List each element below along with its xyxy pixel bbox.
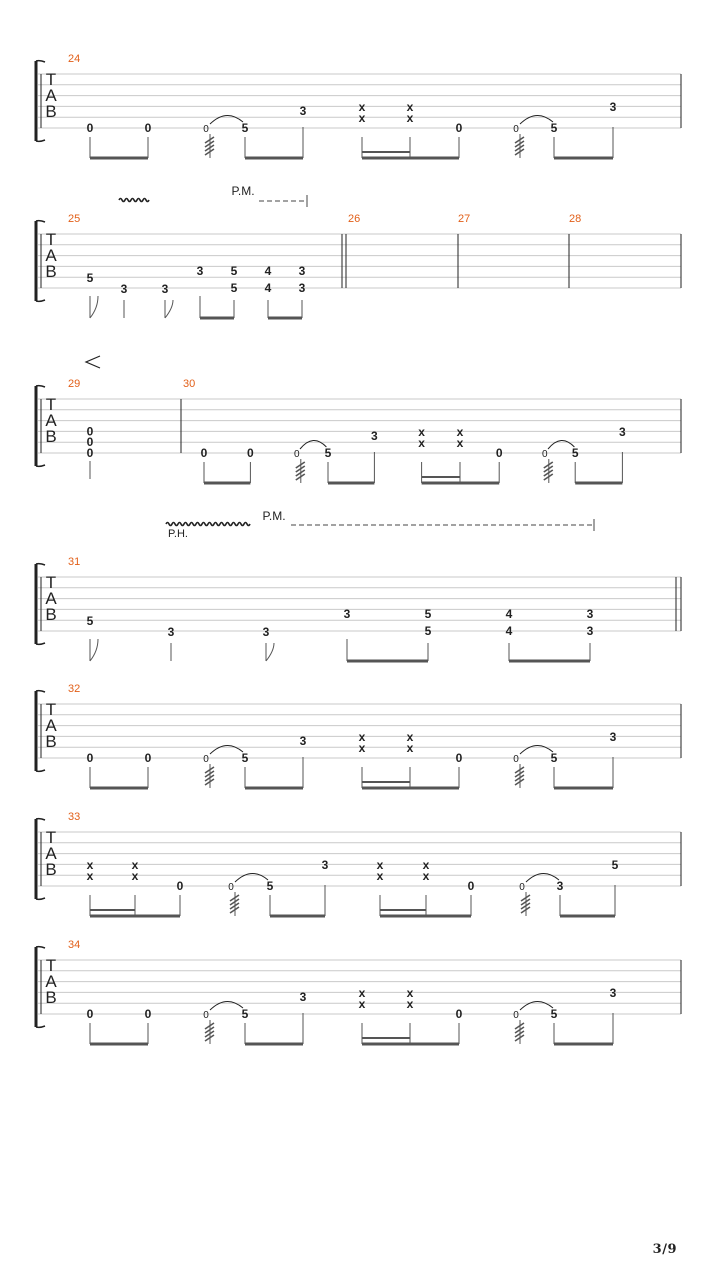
fret-number: 3 [298,264,306,279]
fret-number: 0 [144,121,152,135]
tab-clef-letter: T [45,573,57,592]
fret-number: x [358,111,366,126]
fret-number: x [456,425,464,440]
fret-number: x [358,100,366,115]
fret-number: x [131,858,139,873]
grace-note: 0 [203,754,209,765]
fret-number: x [406,730,414,745]
fret-number: 3 [298,281,306,295]
note-beam [560,915,615,918]
fret-number: 4 [505,624,513,638]
grace-note: 0 [513,754,519,765]
note-beam [90,787,148,790]
fret-number: x [358,730,366,745]
measure-number: 32 [68,683,81,695]
measure-number: 27 [458,213,471,225]
measure-number: 33 [68,811,81,823]
fret-number: x [86,858,94,873]
grace-note: 0 [203,124,209,135]
measure-number: 34 [68,939,81,951]
note-beam [245,157,303,160]
fret-number: 0 [86,446,94,460]
fret-number: 3 [167,625,175,639]
note-beam [90,915,180,918]
tab-clef-letter: T [45,700,57,719]
measure-number: 24 [68,53,81,65]
tab-clef-letter: T [45,230,57,249]
fret-number: x [86,869,94,884]
fret-number: 3 [161,282,169,296]
fret-number: 0 [467,879,475,893]
tab-clef-letter: B [45,860,57,879]
fret-number: x [422,858,430,873]
fret-number: 3 [609,730,617,745]
tab-clef-letter: A [45,86,57,105]
fret-number: x [406,741,414,756]
fret-number: 5 [571,446,579,460]
fret-number: x [358,997,366,1012]
fret-number: x [406,997,414,1012]
fret-number: 3 [586,607,594,622]
fret-number: 0 [144,1007,152,1021]
fret-number: 5 [241,1007,249,1021]
note-beam [422,482,500,485]
tab-clef-letter: A [45,411,57,430]
note-beam [90,157,148,160]
note-beam [362,157,459,160]
grace-note: 0 [542,449,548,460]
page-number: 3/9 [652,1242,677,1257]
fret-number: 5 [550,751,558,765]
fret-number: 0 [86,121,94,135]
tab-clef-letter: T [45,828,57,847]
note-flag [266,643,274,661]
fret-number: 5 [86,271,94,285]
fret-number: 3 [321,858,329,873]
fret-number: x [418,425,425,440]
note-beam [362,787,459,790]
tab-clef-letter: A [45,716,57,735]
note-beam [422,476,460,478]
measure-number: 28 [569,213,582,225]
fret-number: 4 [264,264,272,279]
tab-clef-letter: A [45,972,57,991]
tab-clef-letter: T [45,956,57,975]
fret-number: 0 [86,751,94,765]
measure-number: 31 [68,556,81,568]
fret-number: 0 [86,435,94,450]
measure-number: 29 [68,378,81,390]
fret-number: x [358,741,366,756]
fret-number: 3 [371,429,378,444]
fret-number: x [406,100,414,115]
fret-number: 0 [200,446,208,460]
fret-number: 0 [247,446,254,460]
fret-number: 5 [324,446,332,460]
grace-note: 0 [203,1010,209,1021]
grace-note: 0 [513,1010,519,1021]
fret-number: 0 [495,446,503,460]
staff-system-3 [36,386,681,467]
fret-number: x [406,986,414,1001]
note-beam [328,482,374,485]
fret-number: 5 [424,607,432,622]
note-beam [554,1043,613,1046]
note-flag [90,639,98,661]
fret-number: 0 [86,1007,94,1021]
note-beam [362,1043,459,1046]
fret-number: 0 [86,424,94,439]
note-beam [245,787,303,790]
fret-number: 5 [550,121,558,135]
fret-number: 5 [424,624,432,638]
note-beam [509,660,590,663]
fret-number: 5 [230,281,238,295]
fret-number: 3 [262,625,270,639]
fret-number: 3 [586,624,594,638]
note-flag [165,300,173,318]
grace-note: 0 [513,124,519,135]
fret-number: 3 [609,986,617,1001]
fret-number: 3 [299,104,307,119]
fret-number: x [418,436,425,451]
fret-number: 5 [241,751,249,765]
note-flag [90,296,98,318]
measure-number: 25 [68,213,81,225]
tab-clef-letter: A [45,844,57,863]
tab-clef-letter: T [45,70,57,89]
fret-number: 0 [455,121,463,135]
note-beam [204,482,250,485]
tab-clef-letter: T [45,395,57,414]
fret-number: 5 [611,858,619,873]
fret-number: 3 [609,100,617,115]
fret-number: 3 [196,264,204,279]
tab-clef-letter: B [45,102,57,121]
fret-number: 0 [144,751,152,765]
fret-number: 3 [556,879,564,893]
vibrato-mark [166,523,250,526]
note-beam [268,317,302,320]
note-beam [575,482,622,485]
pinch-harmonic-label: P.H. [168,528,188,540]
fret-number: 3 [299,990,307,1005]
staff-system-2 [36,221,681,302]
note-beam [90,1043,148,1046]
note-beam [245,1043,303,1046]
fret-number: 0 [176,879,184,893]
tab-clef-letter: A [45,589,57,608]
fret-number: x [406,111,414,126]
decrescendo-mark [86,356,100,368]
measure-number: 30 [183,378,196,390]
note-beam [362,151,410,153]
note-beam [270,915,325,918]
note-beam [347,660,428,663]
fret-number: 0 [455,1007,463,1021]
note-beam [90,909,135,911]
fret-number: 5 [550,1007,558,1021]
note-beam [362,1037,410,1039]
tab-clef-letter: B [45,605,57,624]
fret-number: 5 [86,614,94,628]
fret-number: 0 [455,751,463,765]
tab-clef-letter: B [45,427,57,446]
staff-system-4 [36,564,681,645]
fret-number: 4 [264,281,272,295]
fret-number: x [456,436,464,451]
tab-clef-letter: A [45,246,57,265]
note-beam [362,781,410,783]
note-beam [554,157,613,160]
fret-number: x [376,869,384,884]
note-beam [200,317,234,320]
grace-note: 0 [228,882,234,893]
grace-note: 0 [294,449,300,460]
grace-note: 0 [519,882,525,893]
fret-number: x [422,869,430,884]
tab-clef-letter: B [45,988,57,1007]
fret-number: x [131,869,139,884]
fret-number: x [376,858,384,873]
palm-mute-label: P.M. [231,184,255,198]
fret-number: x [358,986,366,1001]
palm-mute-label: P.M. [262,509,286,523]
note-beam [380,909,426,911]
fret-number: 3 [343,607,351,622]
fret-number: 5 [241,121,249,135]
vibrato-mark [119,199,149,202]
note-beam [554,787,613,790]
fret-number: 3 [120,282,128,296]
tab-clef-letter: B [45,732,57,751]
fret-number: 4 [505,607,513,622]
fret-number: 3 [299,734,307,749]
fret-number: 5 [230,264,238,279]
fret-number: 3 [619,425,626,440]
tab-clef-letter: B [45,262,57,281]
fret-number: 5 [266,879,274,893]
measure-number: 26 [348,213,361,225]
note-beam [380,915,471,918]
